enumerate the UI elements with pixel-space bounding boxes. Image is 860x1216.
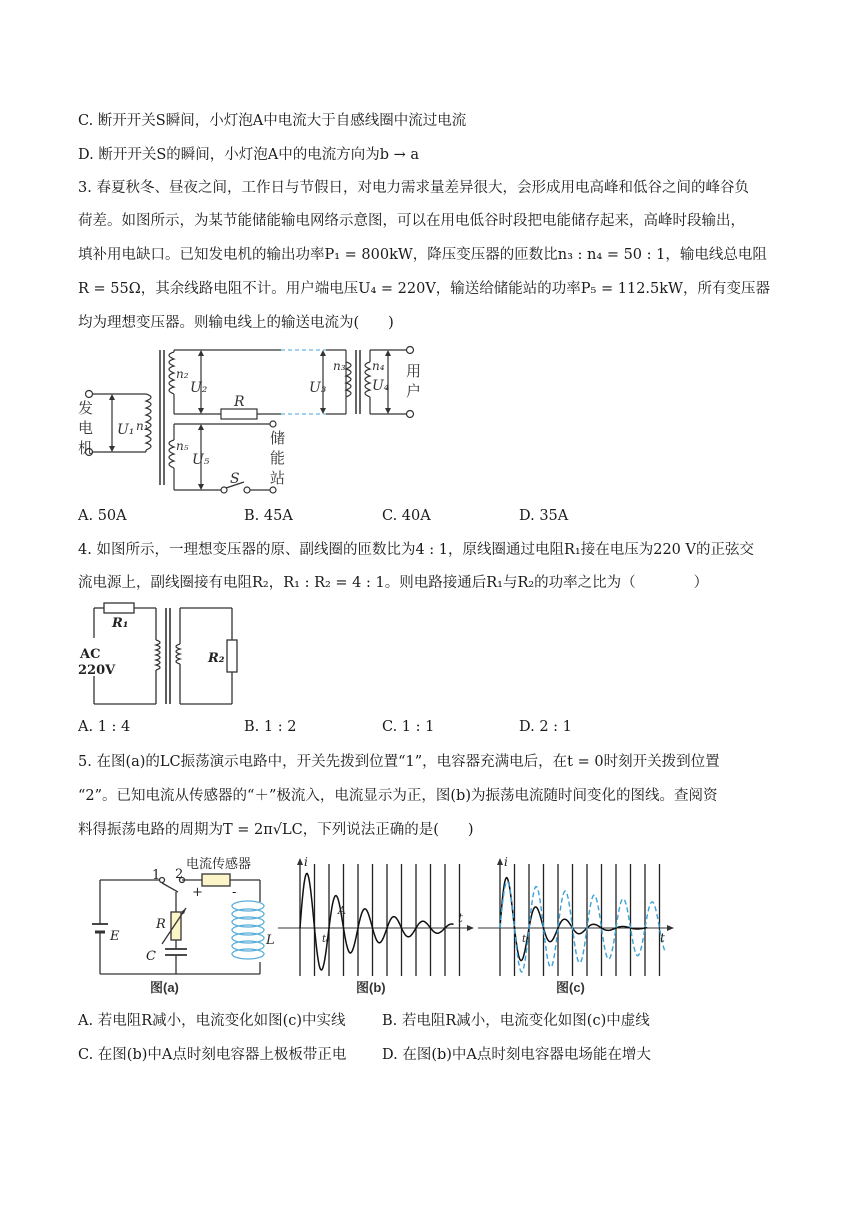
q4-option-c[interactable]: C. 1 : 1 xyxy=(382,719,435,735)
q5-figure-a-circuit xyxy=(90,852,280,1000)
q3-stem-line: R = 55Ω，其余线路电阻不计。用户端电压U₄ = 220V，输送给储能站的功率P₅ = 112.5kW，所有变压器 xyxy=(78,281,770,297)
inductor-l-label: L xyxy=(266,933,275,948)
q3-circuit-diagram xyxy=(76,340,426,500)
storage-label: 储能站 xyxy=(270,429,286,487)
current-sensor-label: 电流传感器 xyxy=(186,857,252,872)
q3-stem-line: 均为理想变压器。则输电线上的输送电流为( ) xyxy=(78,315,394,331)
q4-stem-line: 流电源上，副线圈接有电阻R₂，R₁ : R₂ = 4 : 1。则电路接通后R₁与R₂的功率之比为（ ） xyxy=(78,575,709,591)
q3-stem-line: 填补用电缺口。已知发电机的输出功率P₁ = 800kW，降压变压器的匝数比n₃ : n₄ = 50 : 1，输电线总电阻 xyxy=(78,247,767,263)
q3-stem-line: 3. 春夏秋冬、昼夜之间，工作日与节假日，对电力需求量差异很大，会形成用电高峰和低谷之间的峰谷负 xyxy=(78,180,749,196)
battery-e-label: E xyxy=(110,929,120,944)
n1-label: n₁ xyxy=(136,419,149,433)
voltage-label: 220V xyxy=(78,663,116,678)
q3-option-a[interactable]: A. 50A xyxy=(78,508,127,524)
plot-b-axis-i: i xyxy=(304,855,308,869)
figure-b-caption: 图(b) xyxy=(356,980,386,995)
u5-label: U₅ xyxy=(192,452,210,468)
generator-label: 发电机 xyxy=(78,399,94,457)
u1-label: U₁ xyxy=(117,422,135,438)
q5-option-c[interactable]: C. 在图(b)中A点时刻电容器上极板带正电 xyxy=(78,1047,347,1063)
plot-c-axis-i: i xyxy=(504,855,508,869)
switch-position-2: 2 xyxy=(175,867,184,882)
q3-option-c[interactable]: C. 40A xyxy=(382,508,431,524)
u2-label: U₂ xyxy=(190,380,208,396)
n5-label: n₅ xyxy=(176,439,189,453)
u4-label: U₄ xyxy=(372,378,390,394)
q5-figure-c-plot xyxy=(478,852,678,982)
q5-option-b[interactable]: B. 若电阻R减小，电流变化如图(c)中虚线 xyxy=(382,1013,650,1029)
plot-b-axis-t: t xyxy=(458,911,463,925)
plot-b-point-a: A xyxy=(338,904,346,917)
q4-circuit-diagram xyxy=(76,600,246,710)
q4-stem-line: 4. 如图所示，一理想变压器的原、副线圈的匝数比为4 : 1，原线圈通过电阻R₁接在电压为220 V的正弦交 xyxy=(78,542,754,558)
q2-option-d: D. 断开开关S的瞬间，小灯泡A中的电流方向为b → a xyxy=(78,147,420,163)
q3-option-d[interactable]: D. 35A xyxy=(519,508,569,524)
switch-position-1: 1 xyxy=(152,868,161,883)
q3-option-b[interactable]: B. 45A xyxy=(244,508,293,524)
q5-figure-b-plot xyxy=(278,852,478,982)
resistor-r-label: R xyxy=(156,917,166,932)
sensor-minus: - xyxy=(232,885,237,900)
q4-option-a[interactable]: A. 1 : 4 xyxy=(78,719,131,735)
n3-label: n₃ xyxy=(333,359,346,373)
n2-label: n₂ xyxy=(176,367,189,381)
q2-option-c: C. 断开开关S瞬间，小灯泡A中电流大于自感线圈中流过电流 xyxy=(78,113,467,129)
plot-c-t0: t₀ xyxy=(522,934,531,945)
n4-label: n₄ xyxy=(372,359,385,373)
u3-label: U₃ xyxy=(309,380,327,396)
q5-option-a[interactable]: A. 若电阻R减小，电流变化如图(c)中实线 xyxy=(78,1013,346,1029)
q3-stem-line: 荷差。如图所示，为某节能储能输电网络示意图，可以在用电低谷时段把电能储存起来，高峰时段输出， xyxy=(78,213,745,229)
switch-label: S xyxy=(230,471,240,487)
figure-a-caption: 图(a) xyxy=(150,980,179,995)
sensor-plus: + xyxy=(192,885,203,900)
q5-option-d[interactable]: D. 在图(b)中A点时刻电容器电场能在增大 xyxy=(382,1047,651,1063)
plot-c-axis-t: t xyxy=(660,931,665,945)
ac-label: AC xyxy=(80,647,101,662)
q5-stem-line: 料得振荡电路的周期为T = 2π√LC，下列说法正确的是( ) xyxy=(78,822,474,838)
q4-option-d[interactable]: D. 2 : 1 xyxy=(519,719,572,735)
q5-stem-line: 5. 在图(a)的LC振荡演示电路中，开关先拨到位置“1”，电容器充满电后，在t = 0时刻开关拨到位置 xyxy=(78,754,720,770)
user-label: 用户 xyxy=(406,362,422,400)
q4-option-b[interactable]: B. 1 : 2 xyxy=(244,719,297,735)
r1-label: R₁ xyxy=(112,616,129,631)
r2-label: R₂ xyxy=(208,651,225,666)
q5-stem-line: “2”。已知电流从传感器的“＋”极流入，电流显示为正，图(b)为振荡电流随时间变化的图线。查阅资 xyxy=(78,788,718,804)
r-label: R xyxy=(234,394,245,410)
plot-b-t0: t₀ xyxy=(322,934,331,945)
figure-c-caption: 图(c) xyxy=(556,980,585,995)
capacitor-c-label: C xyxy=(146,949,156,964)
